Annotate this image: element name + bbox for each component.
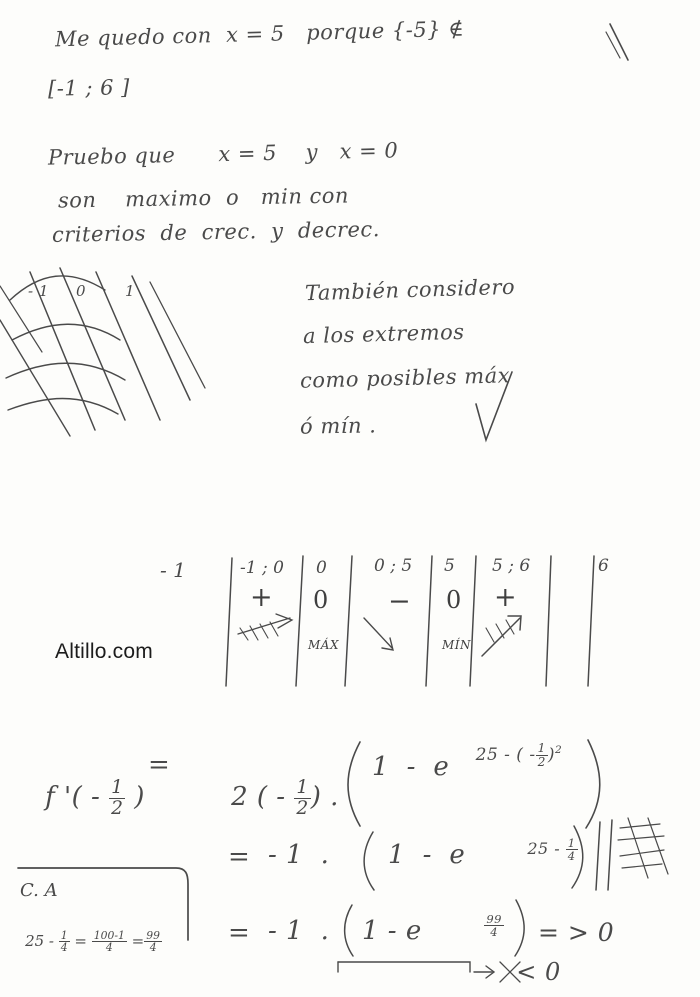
fraction-one-half: $\frac{1}{2}$ bbox=[296, 777, 309, 819]
paragraph-line: Pruebo que x = 5 y x = 0 bbox=[47, 138, 399, 170]
equals-sign: = bbox=[148, 750, 171, 780]
paragraph-line: Me quedo con x = 5 porque {-5} ∉ bbox=[54, 16, 465, 52]
max-label: MÁX bbox=[308, 638, 339, 652]
result-inequality: = > 0 bbox=[538, 918, 615, 947]
derivation-line3: - 1 . bbox=[268, 916, 330, 946]
struck-label: 0 bbox=[76, 282, 87, 300]
side-note-calc bbox=[6, 912, 162, 972]
derivation-line3-body: 1 - e bbox=[362, 916, 422, 946]
derivation-exp-term: 1 - e bbox=[372, 752, 450, 782]
conclusion-note: < 0 bbox=[500, 958, 561, 986]
sign-cell: 0 bbox=[446, 586, 462, 614]
exponent-text: 25 - ( - bbox=[475, 744, 536, 765]
table-top-label: 6 bbox=[598, 556, 609, 576]
calc-a: 25 - bbox=[25, 931, 59, 950]
paragraph-line: criterios de crec. y decrec. bbox=[51, 217, 381, 247]
derivation-line2-body: 1 - e bbox=[388, 840, 466, 870]
fraction-99-over-4-expanded: $\frac{100-1}{4}$ bbox=[93, 929, 125, 955]
equals-sign: = bbox=[228, 918, 251, 948]
sign-cell: − bbox=[388, 586, 411, 617]
table-top-label: 0 ; 5 bbox=[374, 556, 413, 576]
sign-cell: 0 bbox=[313, 586, 329, 614]
exponent-close: ) bbox=[547, 744, 556, 765]
table-top-label: 5 bbox=[444, 556, 455, 576]
derivation-line2: - 1 . bbox=[268, 840, 330, 870]
paragraph-line: a los extremos bbox=[302, 319, 465, 349]
paragraph-line: [-1 ; 6 ] bbox=[47, 75, 131, 101]
derivation-rhs-a bbox=[196, 748, 339, 848]
sign-cell: + bbox=[494, 582, 517, 613]
paragraph-line: También considero bbox=[304, 274, 516, 306]
paragraph-line: como posibles máx bbox=[299, 363, 511, 393]
fraction-one-quarter: $\frac{1}{4}$ bbox=[567, 836, 576, 864]
fraction-one-half: $\frac{1}{2}$ bbox=[537, 741, 546, 769]
exponent-text: 25 - bbox=[527, 839, 566, 859]
calc-eq: = bbox=[69, 931, 92, 950]
min-label: MÍN bbox=[442, 638, 472, 652]
square-exponent: 2 bbox=[555, 744, 563, 757]
fraction-ninetynine-quarters: $\frac{99}{4}$ bbox=[486, 912, 502, 940]
close-paren: ) . bbox=[310, 782, 339, 813]
calc-eq2: = bbox=[126, 931, 145, 950]
table-top-label: -1 ; 0 bbox=[240, 558, 284, 578]
exponent-line3 bbox=[462, 894, 504, 957]
struck-label: 1 bbox=[125, 282, 136, 300]
exponent-line2 bbox=[505, 818, 578, 881]
derivation-lhs-text: f '( - bbox=[45, 782, 110, 813]
table-top-label: - 1 bbox=[160, 558, 186, 582]
paragraph-line: ó mín . bbox=[299, 413, 377, 439]
fraction-one-quarter: $\frac{1}{4}$ bbox=[60, 929, 68, 955]
watermark: Altillo.com bbox=[55, 640, 153, 663]
fraction-one-half: $\frac{1}{2}$ bbox=[111, 777, 124, 819]
equals-sign: = bbox=[228, 842, 251, 872]
derivation-lhs-close: ) bbox=[125, 782, 145, 813]
side-note-title: C. A bbox=[20, 880, 58, 901]
derivation-lhs bbox=[10, 748, 145, 848]
coefficient: 2 ( - bbox=[231, 782, 295, 813]
paragraph-line: son maximo o min con bbox=[57, 183, 350, 213]
sign-cell: + bbox=[250, 582, 273, 613]
exponent-line1 bbox=[452, 722, 562, 789]
table-top-label: 5 ; 6 bbox=[492, 556, 531, 576]
table-top-label: 0 bbox=[316, 558, 327, 578]
fraction-99-over-4: $\frac{99}{4}$ bbox=[146, 929, 160, 955]
struck-label: - 1 bbox=[28, 282, 49, 300]
